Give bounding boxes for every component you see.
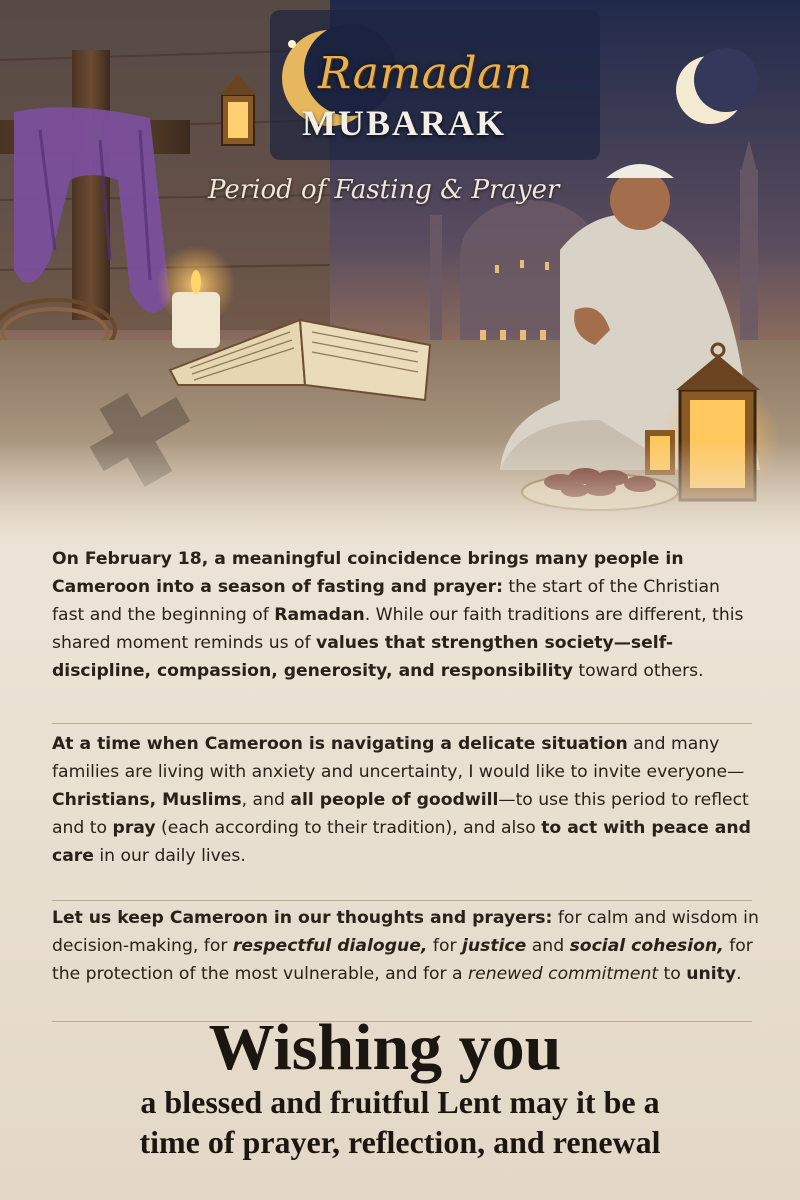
p2-seg7: pray (112, 818, 156, 838)
p1-seg1: On February 18, a meaningful coincidence brings many people in Cameroon into a (52, 549, 684, 597)
p2-seg9: to act with peace and care (52, 818, 751, 866)
title-ramadan: Ramadan (318, 48, 533, 99)
p3-seg12: . (736, 964, 742, 984)
p1-seg2: season of fasting and prayer: (217, 577, 503, 597)
subtitle: Period of Fasting & Prayer (208, 175, 560, 205)
p1-seg4: Ramadan (274, 605, 365, 625)
p3-seg11: unity (686, 964, 737, 984)
title-block (280, 42, 550, 152)
divider (52, 900, 752, 901)
p3-seg4: for (427, 936, 462, 956)
closing-headline: Wishing you (208, 1011, 562, 1084)
p2-seg6: —to use this period to reflect and to (52, 790, 749, 838)
p2-seg2: and many families are living with anxiety and uncertainty, I would like to invite everyone— (52, 734, 745, 782)
p3-seg2: for calm and wisdom in decision-making, for (52, 908, 759, 956)
paragraph-1 (52, 545, 752, 685)
p3-seg8: for the protection of the most vulnerable, and for a (52, 936, 753, 984)
p2-seg3: Christians, Muslims (52, 790, 242, 810)
p3-seg7: social cohesion, (569, 936, 724, 956)
p1-seg5: . While our faith traditions are different, this shared moment reminds us of (52, 605, 744, 653)
paragraph-3 (52, 904, 764, 988)
p1-seg6: values that strengthen society—self-discipline, compassion, generosity, and responsibility (52, 633, 673, 681)
divider (52, 723, 752, 724)
p2-seg1: At a time when Cameroon is navigating a delicate situation (52, 734, 628, 754)
closing-line-1: a blessed and fruitful Lent may it be a (140, 1084, 660, 1120)
closing-line-2: time of prayer, reflection, and renewal (139, 1124, 661, 1160)
p3-seg9: renewed commitment (468, 964, 659, 984)
p3-seg3: respectful dialogue, (232, 936, 428, 956)
p3-seg1: Let us keep Cameroon in our thoughts and prayers: (52, 908, 553, 928)
paragraph-2 (52, 730, 752, 870)
p2-seg8: (each according to their tradition), and also (155, 818, 542, 838)
p2-seg4: , and (241, 790, 291, 810)
p3-seg5: justice (462, 936, 527, 956)
p1-seg3: the start of the Christian fast and the beginning of (52, 577, 720, 625)
p3-seg10: to (658, 964, 687, 984)
p2-seg5: all people of goodwill (290, 790, 499, 810)
p1-seg7: toward others. (572, 661, 704, 681)
header-illustration (0, 0, 800, 540)
title-mubarak: MUBARAK (302, 103, 506, 143)
p3-seg6: and (526, 936, 570, 956)
p2-seg10: in our daily lives. (93, 846, 246, 866)
